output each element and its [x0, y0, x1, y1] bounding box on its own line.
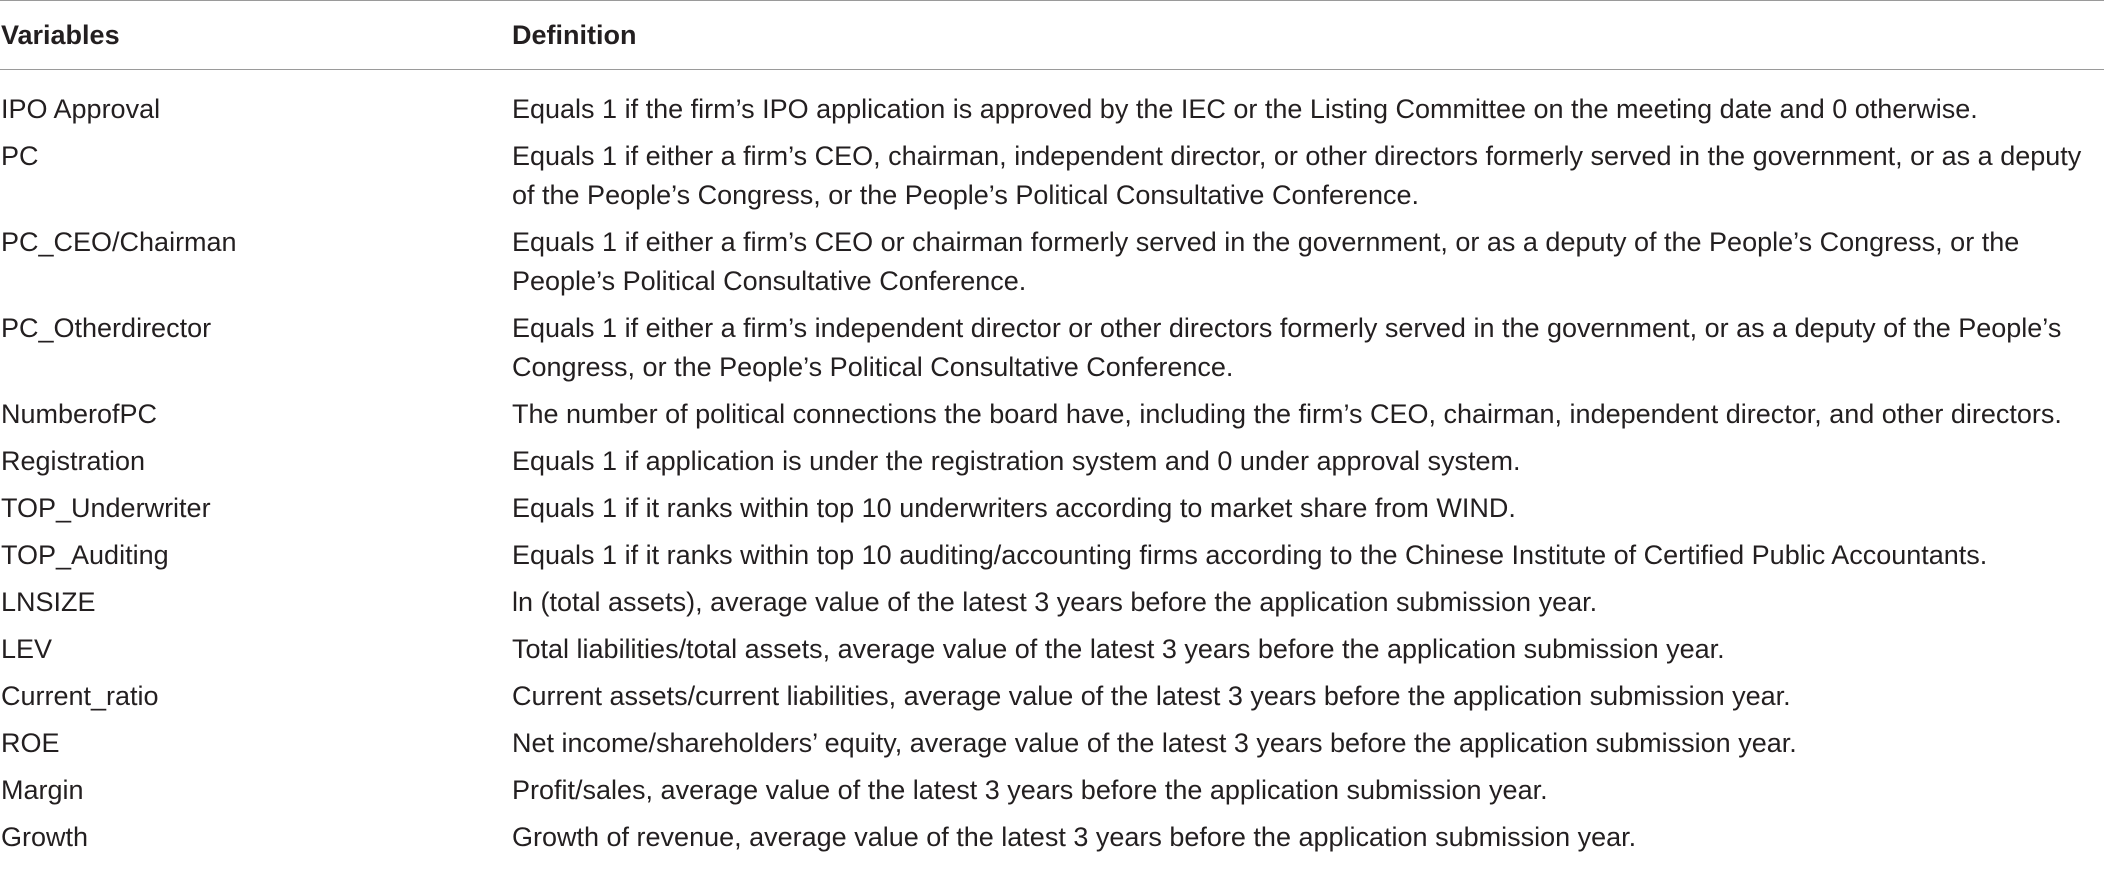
table-row	[0, 489, 2104, 536]
definition-cell: Net income/shareholders’ equity, average value of the latest 3 years before the application submission year.	[512, 728, 1797, 758]
table-row	[0, 818, 2104, 865]
table-body	[0, 70, 2104, 866]
definition-cell: Equals 1 if application is under the registration system and 0 under approval system.	[512, 446, 1521, 476]
header-row	[0, 1, 2104, 70]
table-row	[0, 223, 2104, 309]
definition-cell: Current assets/current liabilities, average value of the latest 3 years before the application submission year.	[512, 681, 1791, 711]
header-variables: Variables	[1, 19, 120, 50]
variable-cell: IPO Approval	[1, 94, 161, 124]
definition-cell: Profit/sales, average value of the latest 3 years before the application submission year.	[512, 775, 1548, 805]
variable-cell: PC_Otherdirector	[1, 313, 212, 343]
definition-cell: Equals 1 if it ranks within top 10 underwriters according to market share from WIND.	[512, 493, 1516, 523]
variable-cell: LNSIZE	[1, 587, 96, 617]
table-row	[0, 442, 2104, 489]
variable-cell: PC_CEO/Chairman	[1, 227, 237, 257]
variable-cell: Growth	[1, 822, 89, 852]
table-row	[0, 309, 2104, 395]
table-header	[0, 1, 2104, 70]
variable-cell: TOP_Auditing	[1, 540, 169, 570]
definition-cell: Equals 1 if it ranks within top 10 auditing/accounting firms according to the Chinese Institute of Certified Public Accountants.	[512, 540, 1988, 570]
variable-cell: Current_ratio	[1, 681, 159, 711]
table-row	[0, 395, 2104, 442]
variable-cell: Margin	[1, 775, 84, 805]
table-row	[0, 771, 2104, 818]
definition-cell: Equals 1 if either a firm’s CEO, chairman, independent director, or other directors formerly served in the government, or as a deputy of the People’s Congress, or the People’s Political Consultative Conference.	[512, 141, 2082, 210]
table-row	[0, 583, 2104, 630]
definition-cell: Total liabilities/total assets, average value of the latest 3 years before the application submission year.	[512, 634, 1725, 664]
definition-cell: Equals 1 if either a firm’s CEO or chairman formerly served in the government, or as a deputy of the People’s Congress, or the People’s Political Consultative Conference.	[512, 227, 2020, 296]
variable-cell: TOP_Underwriter	[1, 493, 211, 523]
table-row	[0, 630, 2104, 677]
variable-cell: NumberofPC	[1, 399, 158, 429]
definition-cell: The number of political connections the board have, including the firm’s CEO, chairman, independent director, and other directors.	[512, 399, 2062, 429]
table-row	[0, 536, 2104, 583]
definition-cell: ln (total assets), average value of the latest 3 years before the application submission year.	[512, 587, 1598, 617]
definition-cell: Equals 1 if either a firm’s independent director or other directors formerly served in the government, or as a deputy of the People’s Congress, or the People’s Political Consultative Conference.	[512, 313, 2062, 382]
variable-cell: LEV	[1, 634, 53, 664]
table-row	[0, 137, 2104, 223]
definition-cell: Growth of revenue, average value of the latest 3 years before the application submission year.	[512, 822, 1637, 852]
definition-cell: Equals 1 if the firm’s IPO application is approved by the IEC or the Listing Committee on the meeting date and 0 otherwise.	[512, 94, 1978, 124]
variable-cell: PC	[1, 141, 39, 171]
variable-cell: ROE	[1, 728, 60, 758]
header-definition: Definition	[512, 19, 637, 50]
variable-cell: Registration	[1, 446, 146, 476]
table-row	[0, 70, 2104, 138]
table-row	[0, 724, 2104, 771]
table-row	[0, 677, 2104, 724]
